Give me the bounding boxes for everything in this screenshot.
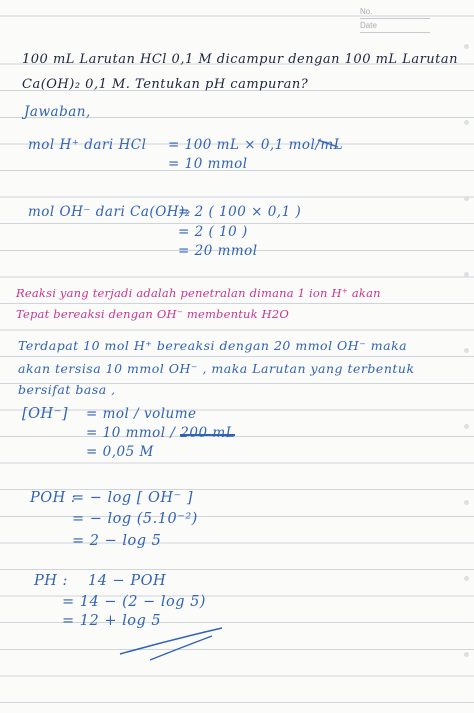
binder-hole	[464, 348, 469, 353]
binder-hole	[464, 120, 469, 125]
problem-line-1: 100 mL Larutan HCl 0,1 M dicampur dengan 100 mL Larutan	[22, 52, 459, 67]
mol-h-step-2: = 10 mmol	[168, 156, 248, 172]
reaction-note-line-1: Reaksi yang terjadi adalah penetralan dimana 1 ion H⁺ akan	[16, 286, 381, 300]
ph-lhs: PH :	[34, 573, 68, 589]
answer-label: Jawaban,	[24, 104, 91, 120]
struck-volume	[180, 425, 235, 441]
binder-holes	[460, 0, 474, 713]
remaining-line-2: akan tersisa 10 mmol OH⁻ , maka Larutan yang terbentuk	[18, 361, 415, 376]
poh-step-2: = − log (5.10⁻²)	[72, 511, 198, 527]
mol-h-lhs: mol H⁺ dari HCl	[28, 137, 147, 153]
poh-step-1: = − log [ OH⁻ ]	[72, 490, 193, 506]
oh-conc-lhs: [OH⁻]	[22, 406, 68, 422]
binder-hole	[464, 576, 469, 581]
oh-conc-step-1: = mol / volume	[86, 406, 197, 422]
underline-squiggle	[120, 628, 222, 654]
mol-oh-step-2: = 2 ( 10 )	[178, 224, 248, 240]
strike-mark	[180, 434, 235, 436]
binder-hole	[464, 500, 469, 505]
binder-hole	[464, 424, 469, 429]
binder-hole	[464, 652, 469, 657]
mol-h-step-1: = 100 mL × 0,1 mol/mL	[168, 137, 344, 153]
binder-hole	[464, 272, 469, 277]
date-label: Date	[360, 19, 430, 33]
poh-step-3: = 2 − log 5	[72, 533, 162, 549]
underline-squiggle	[150, 636, 212, 660]
mol-oh-step-3: = 20 mmol	[178, 243, 258, 259]
ph-step-2: = 14 − (2 − log 5)	[62, 594, 206, 610]
poh-lhs: POH :	[30, 490, 77, 506]
reaction-note-line-2: Tepat bereaksi dengan OH⁻ membentuk H2O	[16, 307, 290, 321]
oh-conc-step-3: = 0,05 M	[86, 444, 154, 460]
mol-oh-lhs: mol OH⁻ dari Ca(OH)₂	[28, 204, 191, 220]
remaining-line-3: bersifat basa ,	[18, 382, 116, 397]
ph-step-3: = 12 + log 5	[62, 613, 162, 629]
page-header	[360, 5, 430, 33]
ph-step-1: 14 − POH	[88, 573, 167, 589]
problem-line-2: Ca(OH)₂ 0,1 M. Tentukan pH campuran?	[22, 77, 309, 92]
oh-conc-step-2-text: = 10 mmol /	[86, 425, 176, 441]
no-label: No.	[360, 5, 430, 19]
oh-conc-step-2	[86, 425, 235, 441]
remaining-line-1: Terdapat 10 mol H⁺ bereaksi dengan 20 mmol OH⁻ maka	[18, 338, 408, 353]
binder-hole	[464, 44, 469, 49]
mol-oh-step-1: = 2 ( 100 × 0,1 )	[178, 204, 302, 220]
binder-hole	[464, 196, 469, 201]
